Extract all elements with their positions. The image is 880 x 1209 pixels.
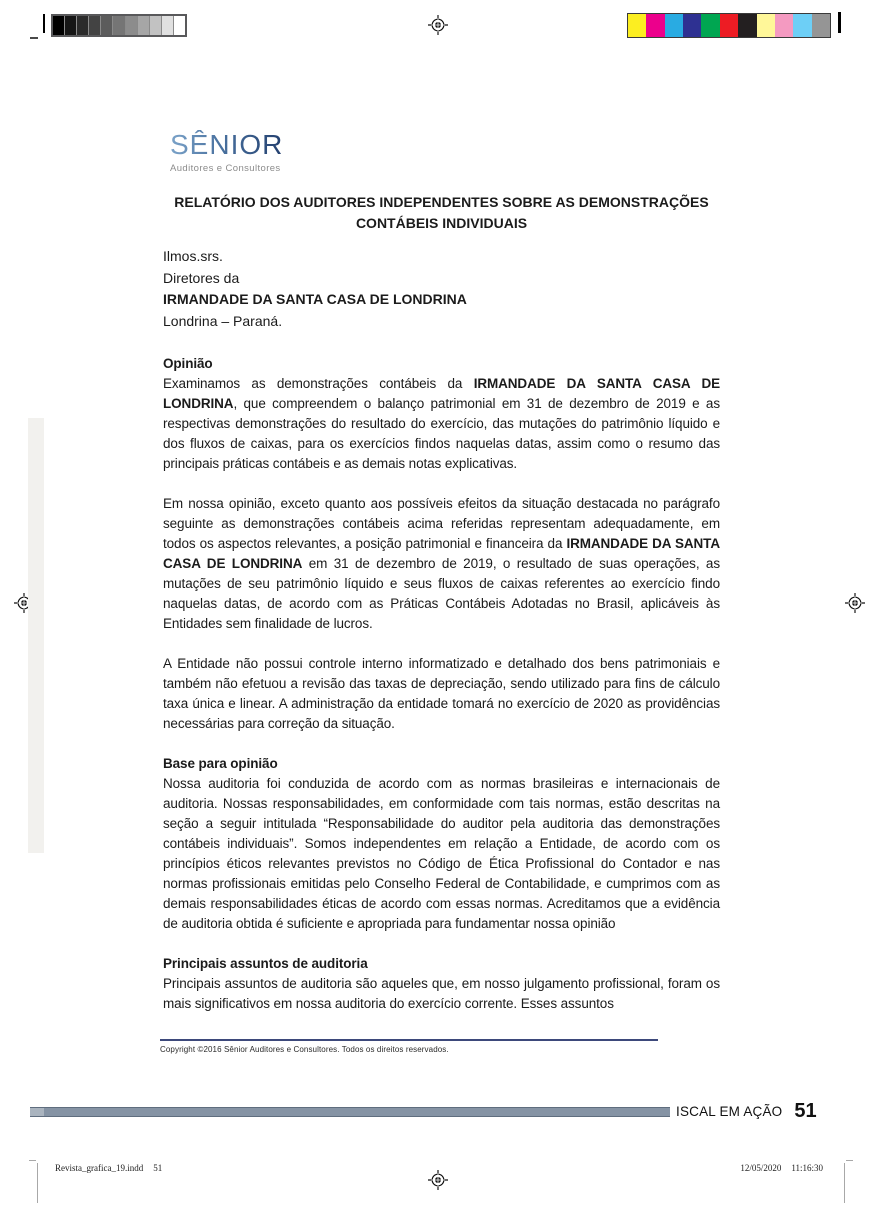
body-text: Nossa auditoria foi conduzida de acordo com as normas brasileiras e internacionais de auditoria. Nossas responsabilidades, em conformidade com tais normas, estão descritas na seção a seguir intitulada “Responsabilidade do auditor pela auditoria das demonstrações contábeis individuais”. Somos independentes em relação a Entidade, de acordo com os princípios éticos relevantes previstos no Código de Ética Profissional do Contador e nas normas profissionais emitidas pelo Conselho Federal de Contabilidade, e cumprimos com as demais responsabilidades éticas de acordo com essas normas. Acreditamos que a evidência de auditoria obtida é suficiente e apropriada para fundamentar nossa opinião <box>163 776 720 931</box>
footer-rule <box>160 1039 658 1041</box>
crop-mark <box>838 12 841 33</box>
slug-page: 51 <box>153 1163 163 1173</box>
crop-mark <box>844 1163 845 1203</box>
magazine-name: ISCAL EM AÇÃO <box>676 1103 783 1120</box>
copyright-line: Copyright ©2016 Sênior Auditores e Consultores. Todos os direitos reservados. <box>160 1045 449 1054</box>
paragraph <box>163 494 720 634</box>
color-swatch <box>174 16 185 35</box>
section-heading: Opinião <box>163 356 213 371</box>
color-swatch <box>646 14 664 37</box>
paragraph <box>163 654 720 734</box>
color-swatch <box>793 14 811 37</box>
color-swatch <box>775 14 793 37</box>
slug-time: 11:16:30 <box>791 1163 823 1173</box>
body-text: , que compreendem o balanço patrimonial em 31 de dezembro de 2019 e as respectivas demonstrações do resultado do exercício, das mutações do patrimônio líquido e dos fluxos de caixas, para os exercícios findos naquelas datas, assim como o resumo das principais práticas contábeis e as demais notas explicativas. <box>163 396 720 471</box>
crop-mark <box>37 1163 38 1203</box>
logo-tagline: Auditores e Consultores <box>170 163 281 174</box>
color-swatch <box>65 16 77 35</box>
color-swatch <box>757 14 775 37</box>
body-text: Examinamos as demonstrações contábeis da <box>163 376 474 391</box>
registration-mark-icon <box>428 1170 448 1190</box>
registration-mark-icon <box>428 15 448 35</box>
left-margin-tint-bar <box>28 418 44 853</box>
color-swatch <box>701 14 719 37</box>
color-calibration-bar <box>627 13 831 38</box>
slug-datetime <box>730 1163 823 1173</box>
senior-logo <box>170 130 283 174</box>
color-swatch <box>138 16 150 35</box>
section-heading: Principais assuntos de auditoria <box>163 956 368 971</box>
magazine-footer-bar <box>30 1107 670 1117</box>
recipient-block <box>163 246 467 332</box>
paragraph <box>163 974 720 1014</box>
magazine-footer <box>676 1100 817 1123</box>
color-swatch <box>162 16 174 35</box>
body-text: Principais assuntos de auditoria são aqueles que, em nosso julgamento profissional, foram os mais significativos em nossa auditoria do exercício corrente. Esses assuntos <box>163 976 720 1011</box>
color-swatch <box>53 16 65 35</box>
color-swatch <box>720 14 738 37</box>
color-swatch <box>812 14 830 37</box>
body-text: em 31 de dezembro de 2019, o resultado de suas operações, as mutações de seu patrimônio líquido e seus fluxos de caixas referentes ao exercício findo naquelas datas, de acordo com as Práticas Contábeis Adotadas no Brasil, aplicáveis às Entidades sem finalidade de lucros. <box>163 556 720 631</box>
slug-date: 12/05/2020 <box>740 1163 782 1173</box>
paragraph <box>163 774 720 934</box>
paragraph <box>163 374 720 474</box>
crop-mark <box>846 1160 853 1161</box>
title-line: RELATÓRIO DOS AUDITORES INDEPENDENTES SOBRE AS DEMONSTRAÇÕES <box>174 194 709 210</box>
title-line: CONTÁBEIS INDIVIDUAIS <box>355 215 528 231</box>
crop-mark <box>43 14 45 33</box>
crop-mark <box>30 37 38 39</box>
color-swatch <box>150 16 162 35</box>
color-swatch <box>665 14 683 37</box>
color-swatch <box>738 14 756 37</box>
color-swatch <box>683 14 701 37</box>
footer-bar-cap <box>30 1108 44 1116</box>
page-number: 51 <box>794 1100 817 1122</box>
recipient-salutation: Ilmos.srs. <box>163 248 223 264</box>
body-text: Em nossa opinião, exceto quanto aos possíveis efeitos da situação destacada no parágrafo seguinte as demonstrações contábeis acima referidas representam adequadamente, em todos os aspectos relevantes, a posição patrimonial e financeira da <box>163 496 720 551</box>
color-swatch <box>126 16 138 35</box>
slug-filename <box>55 1163 172 1173</box>
print-slug-line <box>55 1163 823 1173</box>
color-swatch <box>628 14 646 37</box>
report-title <box>163 192 720 234</box>
color-swatch <box>113 16 125 35</box>
document-body <box>163 354 720 1014</box>
registration-mark-icon <box>845 593 865 613</box>
grayscale-calibration-bar <box>51 14 187 37</box>
logo-wordmark: SÊNIOR <box>170 129 284 160</box>
bold-text: IRMANDADE DA SANTA CASA DE LONDRINA <box>163 376 720 411</box>
slug-file: Revista_grafica_19.indd <box>55 1163 144 1173</box>
color-swatch <box>89 16 101 35</box>
bold-text: IRMANDADE DA SANTA CASA DE LONDRINA <box>163 536 720 571</box>
color-swatch <box>77 16 89 35</box>
body-text: A Entidade não possui controle interno informatizado e detalhado dos bens patrimoniais e também não efetuou a revisão das taxas de depreciação, sendo utilizado para fins de cálculo taxa única e linear. A administração da entidade tomará no exercício de 2020 as providências necessárias para correção da situação. <box>163 656 720 731</box>
recipient-entity: IRMANDADE DA SANTA CASA DE LONDRINA <box>163 291 467 307</box>
color-swatch <box>101 16 113 35</box>
section-heading: Base para opinião <box>163 756 278 771</box>
recipient-role: Diretores da <box>163 269 240 286</box>
crop-mark <box>29 1160 36 1161</box>
recipient-location: Londrina – Paraná. <box>163 312 283 329</box>
